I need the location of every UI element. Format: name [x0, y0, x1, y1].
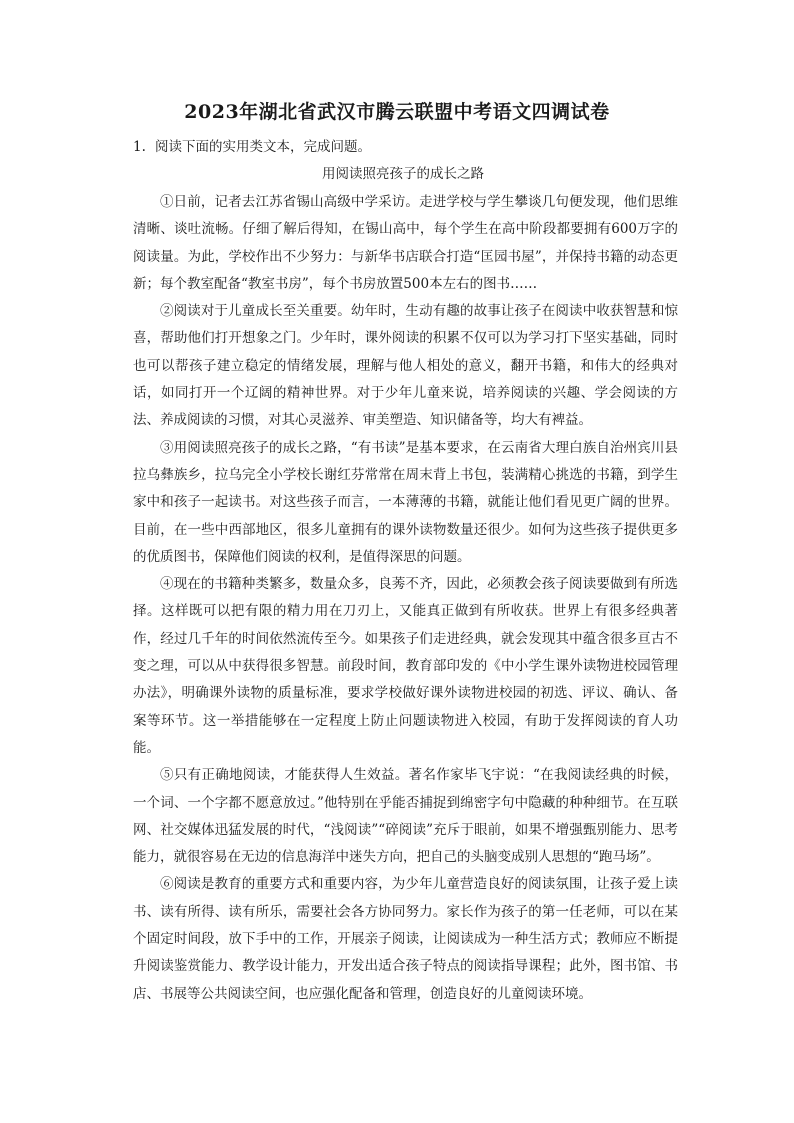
paragraph-3: ③用阅读照亮孩子的成长之路，“有书读”是基本要求，在云南省大理白族自治州宾川县拉乌彝族乡，拉乌完全小学校长谢红芬常常在周末背上书包，装满精心挑选的书籍，到学生家中和孩子一起读书。对这些孩子而言，一本薄薄的书籍，就能让他们看见更广阔的世界。目前，在一些中西部地区，很多儿童拥有的课外读物数量还很少。如何为这些孩子提供更多的优质图书，保障他们阅读的权利，是值得深思的问题。	[133, 439, 678, 565]
question-number: 1.	[133, 139, 146, 155]
paragraph-2: ②阅读对于儿童成长至关重要。幼年时，生动有趣的故事让孩子在阅读中收获智慧和惊喜，帮助他们打开想象之门。少年时，课外阅读的积累不仅可以为学习打下坚实基础，同时也可以帮孩子建立稳定的情绪发展，理解与他人相处的意义，翻开书籍，和伟大的经典对话，如同打开一个辽阔的精神世界。对于少年儿童来说，培养阅读的兴趣、学会阅读的方法、养成阅读的习惯，对其心灵滋养、审美塑造、知识储备等，均大有裨益。	[133, 303, 678, 429]
article-body	[133, 189, 678, 1008]
question-heading	[133, 138, 673, 156]
paragraph-6: ⑥阅读是教育的重要方式和重要内容，为少年儿童营造良好的阅读氛围，让孩子爱上读书、读有所得、读有所乐，需要社会各方协同努力。家长作为孩子的第一任老师，可以在某个固定时间段，放下手中的工作，开展亲子阅读，让阅读成为一种生活方式；教师应不断提升阅读鉴赏能力、教学设计能力，开发出适合孩子特点的阅读指导课程；此外，图书馆、书店、书展等公共阅读空间，也应强化配备和管理，创造良好的儿童阅读环境。	[133, 876, 678, 1002]
paragraph-5: ⑤只有正确地阅读，才能获得人生效益。著名作家毕飞宇说：“在我阅读经典的时候，一个词、一个字都不愿意放过。”他特别在乎能否捕捉到绵密字句中隐藏的种种细节。在互联网、社交媒体迅猛发展的时代，“浅阅读”“碎阅读”充斥于眼前，如果不增强甄别能力、思考能力，就很容易在无边的信息海洋中迷失方向，把自己的头脑变成别人思想的“跑马场”。	[133, 767, 678, 866]
paragraph-4: ④现在的书籍种类繁多，数量众多，良莠不齐，因此，必须教会孩子阅读要做到有所选择。这样既可以把有限的精力用在刀刃上，又能真正做到有所收获。世界上有很多经典著作，经过几千年的时间依然流传至今。如果孩子们走进经典，就会发现其中蕴含很多亘古不变之理，可以从中获得很多智慧。前段时间，教育部印发的《中小学生课外读物进校园管理办法》，明确课外读物的质量标准，要求学校做好课外读物进校园的初选、评议、确认、备案等环节。这一举措能够在一定程度上防止问题读物进入校园，有助于发挥阅读的育人功能。	[133, 576, 678, 756]
question-text: 阅读下面的实用类文本，完成问题。	[155, 139, 371, 155]
document-title: 2023年湖北省武汉市腾云联盟中考语文四调试卷	[184, 101, 610, 123]
article-title: 用阅读照亮孩子的成长之路	[322, 166, 484, 182]
paragraph-1: ①日前，记者去江苏省锡山高级中学采访。走进学校与学生攀谈几句便发现，他们思维清晰、谈吐流畅。仔细了解后得知，在锡山高中，每个学生在高中阶段都要拥有600万字的阅读量。为此，学校作出不少努力：与新华书店联合打造“匡园书屋”，并保持书籍的动态更新；每个教室配备“教室书房”，每个书房放置500本左右的图书……	[133, 194, 678, 292]
